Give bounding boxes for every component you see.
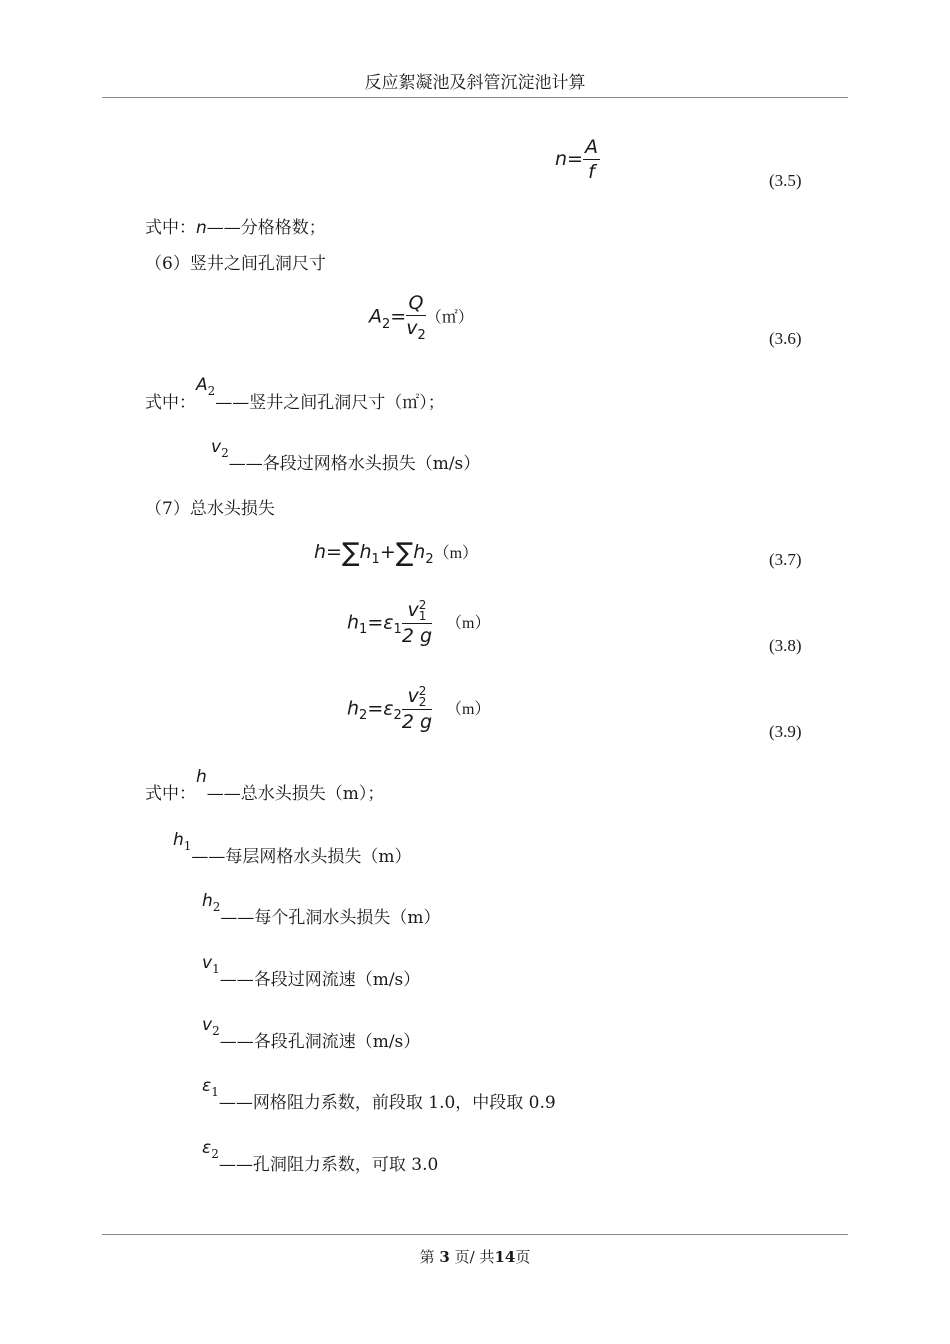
eq36-den-symbol: v	[406, 317, 418, 339]
eq39-num-sub: 2	[418, 694, 427, 709]
def-epsilon2-sub: 2	[211, 1147, 219, 1161]
equation-3-9	[347, 685, 490, 733]
eq39-num-symbol: v	[407, 685, 419, 707]
eq39-numerator	[402, 685, 432, 710]
eq35-numerator: A	[584, 136, 598, 158]
section-7-heading: （7）总水头损失	[145, 499, 275, 519]
def-v2-b-desc: ——各段孔洞流速（m/s）	[219, 1032, 421, 1052]
def-h1-sub: 1	[183, 839, 192, 853]
equation-number-3-8: (3.8)	[769, 636, 802, 655]
def-v2-b-symbol: v	[202, 1015, 213, 1035]
eq38-denominator: 2 g	[401, 624, 433, 647]
eq37-sum-2: ∑	[395, 538, 414, 568]
equation-number-3-7: (3.7)	[769, 550, 802, 569]
eq39-coef-sub: 2	[393, 708, 402, 724]
eq39-unit: （m）	[446, 701, 491, 719]
section-6-heading: （6）竖井之间孔洞尺寸	[145, 254, 326, 274]
def-v1-desc: ——各段过网流速（m/s）	[219, 970, 421, 990]
eq36-fraction	[406, 292, 426, 342]
eq36-den-sub: 2	[417, 328, 426, 343]
eq37-lhs: h	[314, 541, 327, 563]
equation-3-8	[347, 599, 490, 647]
def-h-symbol: h	[196, 767, 207, 787]
eq37-plus: +	[379, 541, 396, 563]
def-n	[145, 213, 326, 238]
page-footer	[0, 1246, 950, 1267]
eq37-term1-sub: 1	[371, 552, 380, 567]
eq39-lhs-sub: 2	[359, 708, 368, 724]
def-epsilon1-symbol: ε	[202, 1076, 212, 1096]
footer-mid: 页/ 共	[454, 1248, 495, 1266]
def-A2-prefix: 式中：	[145, 393, 196, 413]
eq37-term1: h	[359, 541, 372, 563]
eq39-num-scripts	[418, 683, 427, 709]
equation-number-3-9: (3.9)	[769, 722, 802, 741]
page-header-title: 反应絮凝池及斜管沉淀池计算	[364, 73, 586, 93]
def-n-prefix: 式中：	[145, 218, 196, 238]
eq35-equals: =	[567, 148, 583, 170]
eq38-lhs-sub: 1	[359, 622, 368, 638]
footer-total-pages: 14	[494, 1248, 516, 1266]
def-v2-a-desc: ——各段过网格水头损失（m/s）	[228, 454, 481, 474]
def-A2-symbol: A	[196, 375, 208, 395]
def-A2-sub: 2	[207, 384, 216, 398]
eq37-equals: =	[326, 541, 342, 563]
eq39-equals: =	[367, 697, 384, 720]
eq37-term2: h	[413, 541, 426, 563]
equation-3-6	[369, 292, 474, 342]
eq35-lhs: n	[555, 148, 568, 170]
eq37-unit: （m）	[433, 545, 479, 562]
eq38-equals: =	[367, 611, 384, 634]
footer-pre: 第	[419, 1248, 435, 1266]
eq39-num-sup: 2	[418, 683, 427, 698]
eq36-equals: =	[390, 305, 407, 328]
eq36-numerator: Q	[406, 292, 426, 316]
def-h1-symbol: h	[173, 830, 184, 850]
eq38-fraction	[402, 599, 432, 647]
def-v2-b	[202, 1010, 421, 1052]
eq38-num-scripts	[418, 597, 427, 623]
def-epsilon1-desc: ——网格阻力系数，前段取 1.0，中段取 0.9	[218, 1093, 556, 1113]
def-epsilon2-desc: ——孔洞阻力系数，可取 3.0	[218, 1155, 439, 1175]
def-h2-sub: 2	[212, 900, 221, 914]
def-h-desc: ——总水头损失（m）；	[206, 784, 385, 804]
eq38-unit: （m）	[446, 615, 491, 633]
equation-number-3-6: (3.6)	[769, 329, 802, 348]
eq38-num-sup: 2	[418, 597, 427, 612]
def-epsilon1-sub: 1	[211, 1085, 219, 1099]
eq36-lhs: A	[369, 305, 382, 328]
equation-number-3-5: (3.5)	[769, 171, 802, 190]
def-v1-symbol: v	[202, 953, 213, 973]
equation-3-5	[555, 136, 600, 183]
def-A2-desc: ——竖井之间孔洞尺寸（㎡）；	[215, 393, 445, 413]
eq36-denominator	[406, 316, 426, 342]
footer-rule	[102, 1234, 848, 1235]
def-n-desc: ——分格格数；	[206, 218, 326, 238]
footer-post: 页	[515, 1248, 531, 1266]
eq39-denominator: 2 g	[401, 710, 433, 733]
def-h2	[202, 886, 441, 928]
eq36-lhs-sub: 2	[382, 316, 391, 332]
def-v1	[202, 948, 421, 990]
eq39-coef: ε	[383, 697, 394, 720]
def-h2-desc: ——每个孔洞水头损失（m）	[220, 908, 441, 928]
def-v2-a-symbol: v	[211, 437, 222, 457]
def-h1-desc: ——每层网格水头损失（m）	[191, 847, 412, 867]
eq38-coef: ε	[383, 611, 394, 634]
def-v2-a-sub: 2	[221, 446, 229, 460]
eq35-fraction	[583, 136, 600, 183]
def-v1-sub: 1	[212, 962, 220, 976]
def-h-prefix: 式中：	[145, 784, 196, 804]
eq38-lhs: h	[347, 611, 360, 634]
eq38-numerator	[402, 599, 432, 624]
eq36-unit: （㎡）	[425, 309, 474, 327]
eq39-lhs: h	[347, 697, 360, 720]
def-epsilon1	[202, 1071, 556, 1113]
eq38-num-sub: 1	[418, 608, 427, 623]
def-v2-a	[211, 432, 481, 474]
def-h2-symbol: h	[202, 891, 213, 911]
eq38-num-symbol: v	[407, 599, 419, 621]
eq37-term2-sub: 2	[425, 552, 434, 567]
def-epsilon2	[202, 1133, 439, 1175]
eq37-sum-1: ∑	[341, 538, 360, 568]
def-v2-b-sub: 2	[212, 1024, 220, 1038]
def-h	[145, 762, 385, 804]
eq39-fraction	[402, 685, 432, 733]
equation-3-7	[314, 535, 479, 568]
footer-page-number: 3	[439, 1248, 450, 1266]
def-n-symbol: n	[196, 218, 207, 238]
def-A2	[145, 370, 445, 414]
def-h1	[173, 825, 412, 867]
eq35-denominator: f	[588, 161, 595, 183]
header-rule	[102, 97, 848, 98]
eq38-coef-sub: 1	[393, 622, 402, 638]
def-epsilon2-symbol: ε	[202, 1138, 212, 1158]
